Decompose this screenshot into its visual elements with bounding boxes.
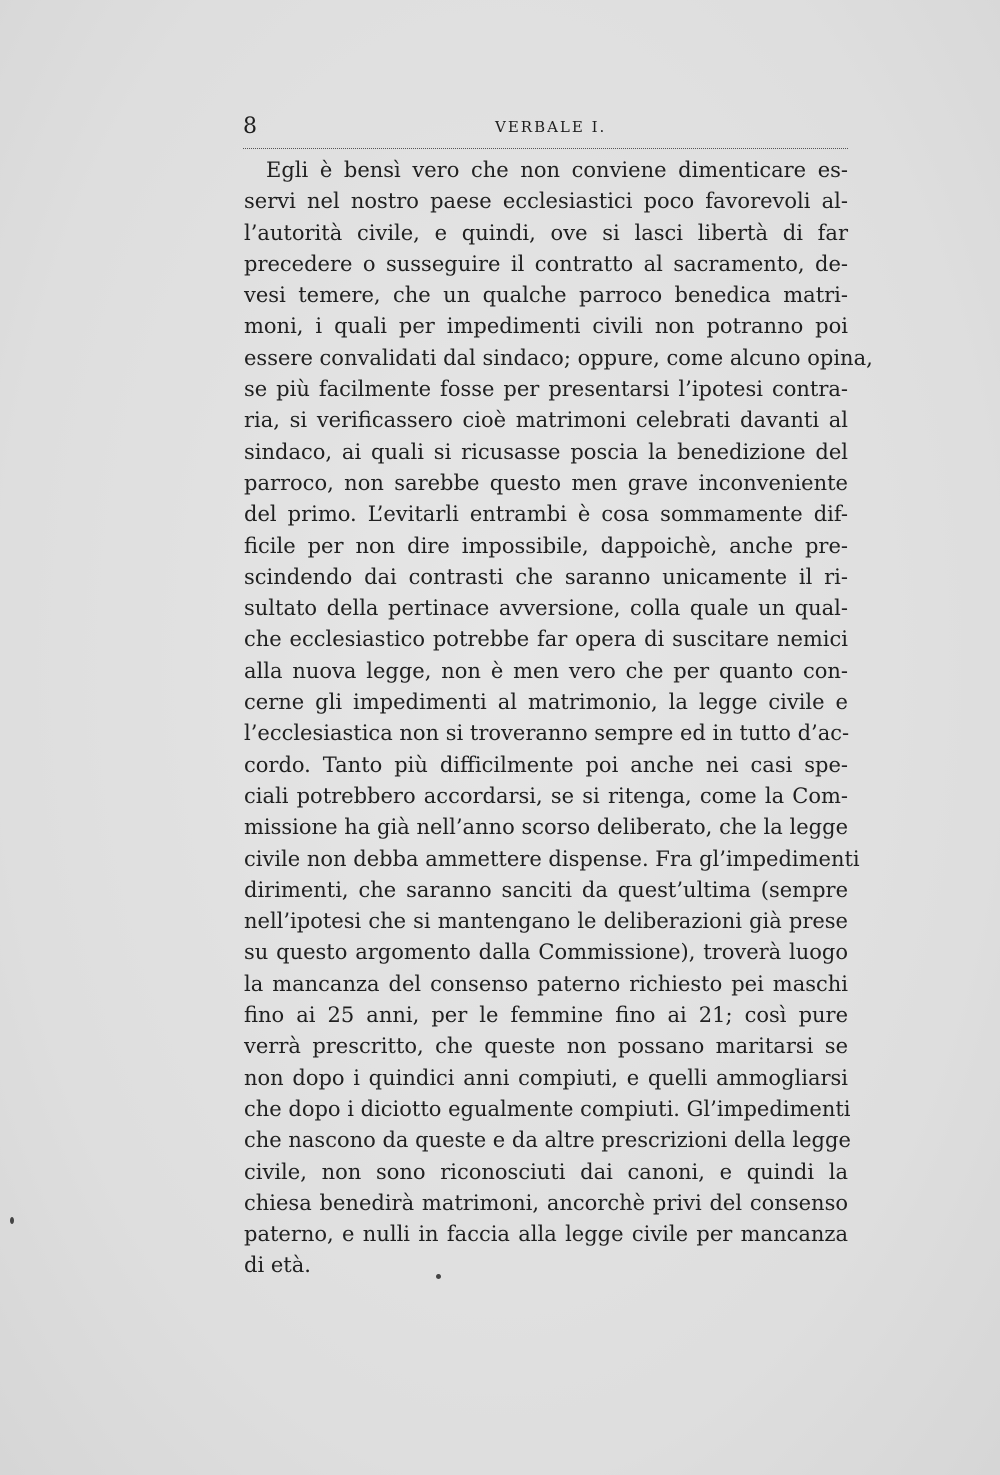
text-line: dirimenti, che saranno sanciti da quest’ultima (sempre [244, 877, 848, 902]
text-line: su questo argomento dalla Commissione), troverà luogo [244, 940, 848, 965]
text-line: chiesa benedirà matrimoni, ancorchè privi del consenso [244, 1190, 848, 1215]
text-line: ria, si verificassero cioè matrimoni celebrati davanti al [244, 408, 848, 433]
text-line: civile non debba ammettere dispense. Fra gl’impedimenti [244, 846, 860, 871]
text-line: del primo. L’evitarli entrambi è cosa sommamente dif- [244, 502, 848, 527]
body-paragraph [244, 155, 873, 1282]
page-header [243, 112, 848, 149]
text-line: fino ai 25 anni, per le femmine fino ai 21; così pure [244, 1003, 848, 1028]
ink-speck [436, 1274, 441, 1279]
text-line: Egli è bensì vero che non conviene dimenticare es- [266, 158, 848, 182]
text-line: la mancanza del consenso paterno richiesto pei maschi [244, 971, 848, 996]
text-line: essere convalidati dal sindaco; oppure, come alcuno opina, [244, 345, 873, 370]
text-line: missione ha già nell’anno scorso deliberato, che la legge [244, 815, 848, 840]
text-line: alla nuova legge, non è men vero che per quanto con- [244, 658, 848, 683]
text-line: civile, non sono riconosciuti dai canoni, e quindi la [244, 1159, 848, 1184]
text-line: paterno, e nulli in faccia alla legge civile per mancanza [244, 1222, 848, 1247]
text-line: che dopo i diciotto egualmente compiuti. Gl’impedimenti [244, 1096, 851, 1121]
text-line: se più facilmente fosse per presentarsi l’ipotesi contra- [244, 377, 848, 402]
text-line: sultato della pertinace avversione, colla quale un qual- [244, 596, 848, 621]
text-line: nell’ipotesi che si mantengano le deliberazioni già prese [244, 909, 848, 934]
ink-speck [10, 1217, 14, 1224]
text-line: l’ecclesiastica non si troveranno sempre ed in tutto d’ac- [244, 721, 850, 746]
text-line: che nascono da queste e da altre prescrizioni della legge [244, 1128, 851, 1153]
text-line: che ecclesiastico potrebbe far opera di suscitare nemici [244, 627, 848, 652]
page-number: 8 [243, 114, 257, 139]
text-line: sindaco, ai quali si ricusasse poscia la benedizione del [244, 439, 848, 464]
text-line: verrà prescritto, che queste non possano maritarsi se [244, 1034, 848, 1059]
running-head: VERBALE I. [495, 118, 607, 136]
text-line: cordo. Tanto più difficilmente poi anche nei casi spe- [244, 752, 848, 777]
text-line: non dopo i quindici anni compiuti, e quelli ammogliarsi [244, 1065, 848, 1090]
text-line: moni, i quali per impedimenti civili non potranno poi [244, 314, 848, 339]
text-line: ficile per non dire impossibile, dappoichè, anche pre- [244, 533, 848, 558]
text-line: l’autorità civile, e quindi, ove si lasci libertà di far [244, 220, 848, 245]
text-line: vesi temere, che un qualche parroco benedica matri- [244, 283, 848, 308]
text-line: parroco, non sarebbe questo men grave inconveniente [244, 470, 848, 495]
text-line: servi nel nostro paese ecclesiastici poco favorevoli al- [244, 189, 848, 214]
text-line: ciali potrebbero accordarsi, se si ritenga, come la Com- [244, 783, 848, 808]
text-line: di età. [244, 1253, 311, 1278]
text-line: scindendo dai contrasti che saranno unicamente il ri- [244, 564, 848, 589]
text-line: cerne gli impedimenti al matrimonio, la legge civile e [244, 690, 848, 715]
text-line: precedere o susseguire il contratto al sacramento, de- [244, 251, 848, 276]
